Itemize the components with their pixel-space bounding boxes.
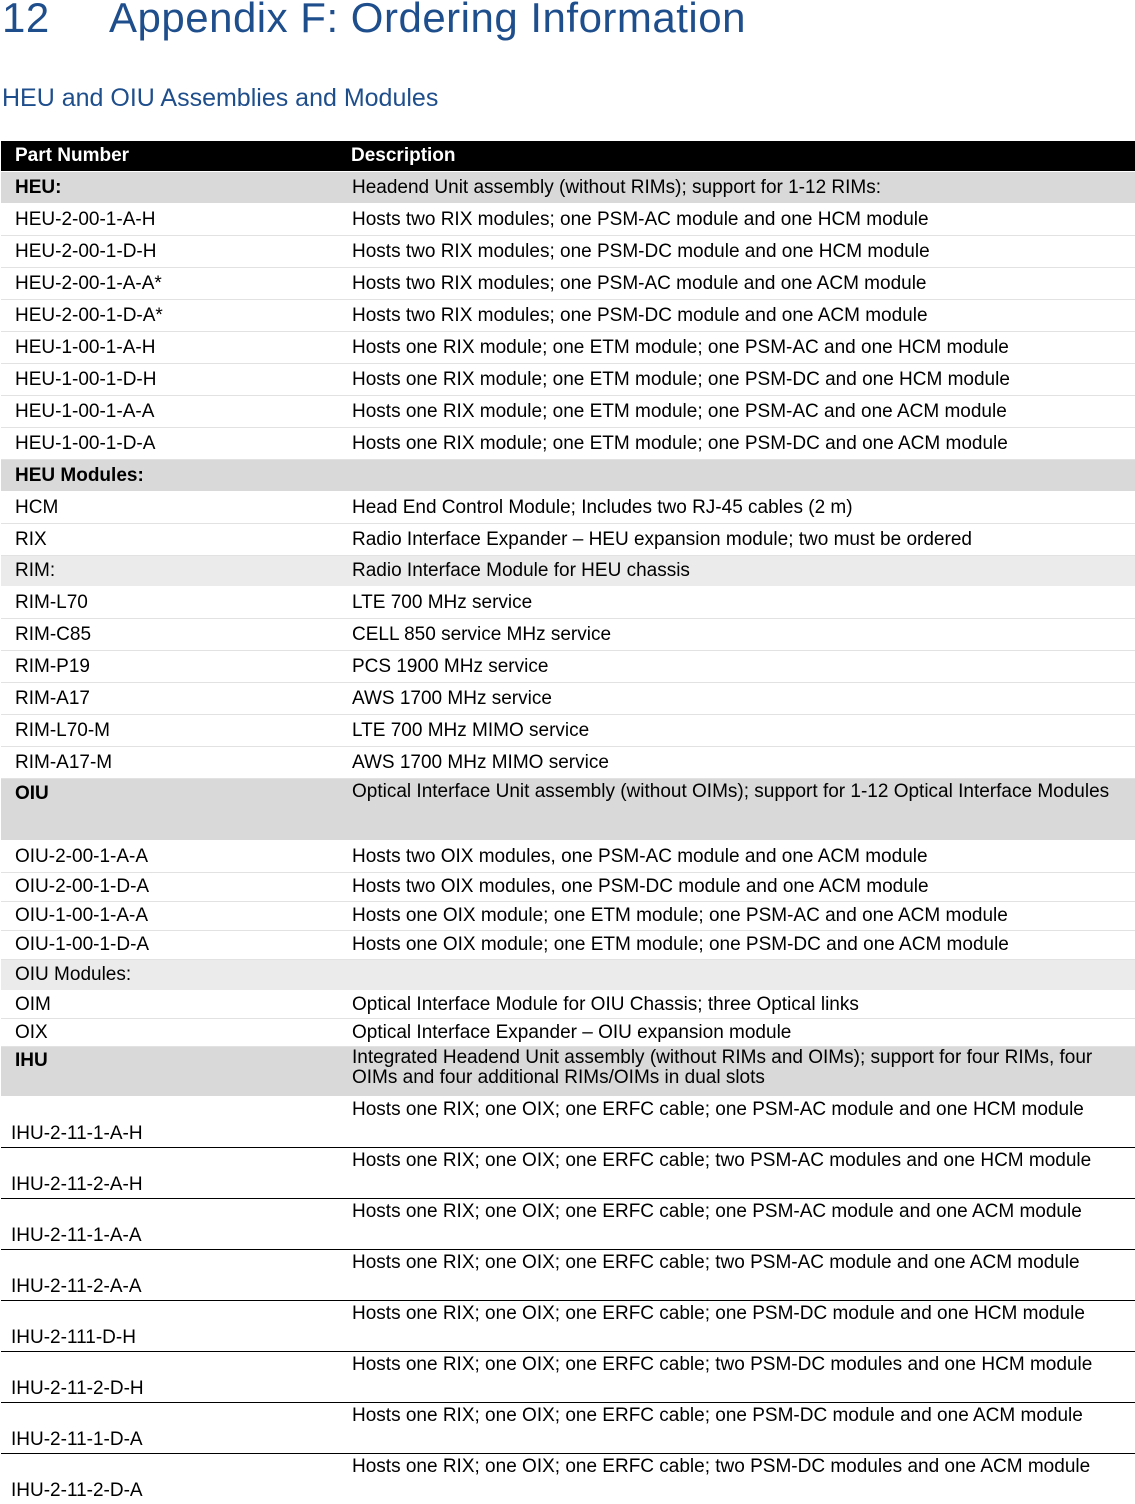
table-row [1,931,1135,960]
part-number-cell: OIM [1,991,337,1019]
table-row [1,1199,1135,1250]
table-row [1,873,1135,902]
table-row [1,204,1135,236]
description-cell: Hosts one RIX module; one ETM module; one PSM-DC and one HCM module [337,364,1135,396]
table-row [1,1047,1135,1097]
part-number-cell: IHU-2-11-2-D-H [1,1352,337,1403]
description-cell: Hosts one RIX; one OIX; one ERFC cable; one PSM-AC module and one HCM module [337,1097,1135,1148]
description-cell: Hosts two OIX modules, one PSM-DC module and one ACM module [337,873,1135,902]
description-cell: Hosts one RIX module; one ETM module; one PSM-AC and one ACM module [337,396,1135,428]
table-row [1,587,1135,619]
table-row [1,492,1135,524]
part-number-cell: OIU-2-00-1-A-A [1,841,337,873]
chapter-title [2,0,746,42]
section-title: HEU and OIU Assemblies and Modules [2,84,438,113]
description-cell: Head End Control Module; Includes two RJ-45 cables (2 m) [337,492,1135,524]
description-cell [337,960,1135,991]
part-number-cell: IHU [1,1047,337,1097]
table-row [1,460,1135,492]
part-number-cell: RIM-A17 [1,683,337,715]
table-row [1,683,1135,715]
table-row [1,1148,1135,1199]
description-cell: AWS 1700 MHz service [337,683,1135,715]
ordering-table [1,141,1135,1504]
table-row [1,747,1135,779]
description-cell [337,460,1135,492]
table-row [1,1097,1135,1148]
description-cell: PCS 1900 MHz service [337,651,1135,683]
part-number-cell: IHU-2-11-1-D-A [1,1403,337,1454]
part-number-cell: HCM [1,492,337,524]
description-cell: Optical Interface Expander – OIU expansion module [337,1019,1135,1047]
part-number-cell: IHU-2-111-D-H [1,1301,337,1352]
table-row [1,556,1135,587]
description-cell: AWS 1700 MHz MIMO service [337,747,1135,779]
part-number-cell: OIU-1-00-1-D-A [1,931,337,960]
description-cell: LTE 700 MHz service [337,587,1135,619]
table-row [1,236,1135,268]
description-cell: Hosts one RIX module; one ETM module; one PSM-DC and one ACM module [337,428,1135,460]
header-description: Description [337,141,1135,172]
part-number-cell: IHU-2-11-1-A-H [1,1097,337,1148]
description-cell: Hosts one RIX; one OIX; one ERFC cable; one PSM-DC module and one HCM module [337,1301,1135,1352]
table-row [1,524,1135,556]
description-cell: Hosts two RIX modules; one PSM-AC module and one ACM module [337,268,1135,300]
part-number-cell: OIU Modules: [1,960,337,991]
table-row [1,651,1135,683]
part-number-cell: HEU-2-00-1-D-H [1,236,337,268]
part-number-cell: RIM: [1,556,337,587]
description-cell: Hosts one RIX; one OIX; one ERFC cable; two PSM-DC modules and one HCM module [337,1352,1135,1403]
part-number-cell: RIM-L70-M [1,715,337,747]
table-row [1,1403,1135,1454]
part-number-cell: OIU [1,779,337,841]
part-number-cell: HEU-1-00-1-A-A [1,396,337,428]
description-cell: Hosts one RIX; one OIX; one ERFC cable; one PSM-DC module and one ACM module [337,1403,1135,1454]
description-cell: Hosts one OIX module; one ETM module; one PSM-DC and one ACM module [337,931,1135,960]
part-number-cell: IHU-2-11-1-A-A [1,1199,337,1250]
part-number-cell: OIU-2-00-1-D-A [1,873,337,902]
table-row [1,300,1135,332]
table-row [1,715,1135,747]
table-row [1,1454,1135,1504]
part-number-cell: HEU: [1,172,337,204]
header-part-number: Part Number [1,141,337,172]
part-number-cell: HEU-2-00-1-A-A* [1,268,337,300]
chapter-number: 12 [2,0,109,42]
part-number-cell: RIM-C85 [1,619,337,651]
table-row [1,364,1135,396]
description-cell: Hosts one RIX module; one ETM module; one PSM-AC and one HCM module [337,332,1135,364]
part-number-cell: RIM-P19 [1,651,337,683]
part-number-cell: IHU-2-11-2-D-A [1,1454,337,1504]
description-cell: Hosts one RIX; one OIX; one ERFC cable; two PSM-DC modules and one ACM module [337,1454,1135,1504]
description-cell: Hosts one RIX; one OIX; one ERFC cable; two PSM-AC module and one ACM module [337,1250,1135,1301]
part-number-cell: HEU-1-00-1-D-A [1,428,337,460]
table-row [1,991,1135,1019]
table-row [1,428,1135,460]
table-header-row [1,141,1135,172]
table-row [1,1250,1135,1301]
table-row [1,396,1135,428]
description-cell: LTE 700 MHz MIMO service [337,715,1135,747]
description-cell: CELL 850 service MHz service [337,619,1135,651]
description-cell: Hosts one RIX; one OIX; one ERFC cable; two PSM-AC modules and one HCM module [337,1148,1135,1199]
chapter-title-text: Appendix F: Ordering Information [109,0,746,41]
table-row [1,1352,1135,1403]
part-number-cell: RIM-L70 [1,587,337,619]
table-row [1,172,1135,204]
description-cell: Optical Interface Module for OIU Chassis; three Optical links [337,991,1135,1019]
table-row [1,779,1135,841]
description-cell: Integrated Headend Unit assembly (without RIMs and OIMs); support for four RIMs, four OIMs and four additional RIMs/OIMs in dual slots [337,1047,1135,1097]
description-cell: Radio Interface Module for HEU chassis [337,556,1135,587]
part-number-cell: HEU-2-00-1-A-H [1,204,337,236]
description-cell: Hosts two RIX modules; one PSM-AC module and one HCM module [337,204,1135,236]
part-number-cell: RIM-A17-M [1,747,337,779]
part-number-cell: HEU-1-00-1-A-H [1,332,337,364]
part-number-cell: HEU-1-00-1-D-H [1,364,337,396]
description-cell: Headend Unit assembly (without RIMs); support for 1-12 RIMs: [337,172,1135,204]
description-cell: Hosts two RIX modules; one PSM-DC module and one HCM module [337,236,1135,268]
description-cell: Hosts two OIX modules, one PSM-AC module and one ACM module [337,841,1135,873]
part-number-cell: OIU-1-00-1-A-A [1,902,337,931]
part-number-cell: IHU-2-11-2-A-A [1,1250,337,1301]
table-row [1,268,1135,300]
table-row [1,1019,1135,1047]
part-number-cell: OIX [1,1019,337,1047]
table-row [1,332,1135,364]
table-row [1,902,1135,931]
part-number-cell: RIX [1,524,337,556]
description-cell: Hosts one RIX; one OIX; one ERFC cable; one PSM-AC module and one ACM module [337,1199,1135,1250]
table-row [1,841,1135,873]
table-row [1,1301,1135,1352]
part-number-cell: IHU-2-11-2-A-H [1,1148,337,1199]
part-number-cell: HEU Modules: [1,460,337,492]
table-row [1,619,1135,651]
description-cell: Hosts one OIX module; one ETM module; one PSM-AC and one ACM module [337,902,1135,931]
table-body [1,172,1135,1504]
description-cell: Radio Interface Expander – HEU expansion module; two must be ordered [337,524,1135,556]
table-row [1,960,1135,991]
description-cell: Optical Interface Unit assembly (without OIMs); support for 1-12 Optical Interface Modules [337,779,1135,841]
description-cell: Hosts two RIX modules; one PSM-DC module and one ACM module [337,300,1135,332]
part-number-cell: HEU-2-00-1-D-A* [1,300,337,332]
